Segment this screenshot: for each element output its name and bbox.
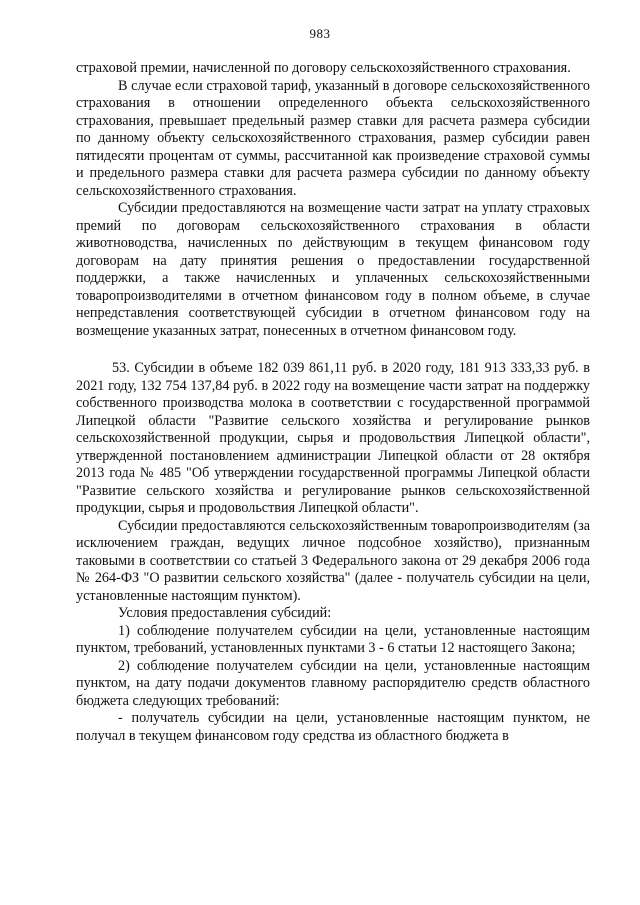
paragraph-spacer [76,340,590,360]
paragraph-conditions-heading: Условия предоставления субсидий: [118,605,332,621]
paragraph-section-53: 53. Субсидии в объеме 182 039 861,11 руб. в 2020 году, 181 913 333,33 руб. в 2021 году, 132 754 137,84 руб. в 2022 году на возмещение части затрат на поддержку собственного производства молока в соответствии с государственной программой Липецкой области "Развитие сельского хозяйства и регулирование рынков сельскохозяйственной продукции, сырья и продовольствия Липецкой области", утвержденной постановлением администрации Липецкой области от 28 октября 2013 года № 485 "Об утверждении государственной программы Липецкой области "Развитие сельского хозяйства и регулирование рынков сельскохозяйственной продукции, сырья и продовольствия Липецкой области". [76,360,590,516]
document-body [76,60,590,745]
paragraph-condition-1: 1) соблюдение получателем субсидии на цели, установленные настоящим пунктом, требований, установленных пунктами 3 - 6 статьи 12 настоящего Закона; [76,622,590,656]
paragraph-insurance-premium-end: страховой премии, начисленной по договору сельскохозяйственного страхования. [76,60,571,76]
paragraph-requirement-1: - получатель субсидии на цели, установленные настоящим пунктом, не получал в текущем финансовом году средства из областного бюджета в [76,710,590,744]
paragraph-livestock-insurance: Субсидии предоставляются на возмещение части затрат на уплату страховых премий по договорам сельскохозяйственного страхования в области животноводства, начисленных по действующим в текущем финансовом году договорам на дату принятия решения о предоставлении государственной поддержки, а также начисленных и уплаченных сельскохозяйственными товаропроизводителями в отчетном финансовом году в полном объеме, в случае непредставления соответствующей субсидии в отчетном финансовом году на возмещение указанных затрат, понесенных в отчетном финансовом году. [76,200,590,339]
paragraph-subsidy-recipients: Субсидии предоставляются сельскохозяйственным товаропроизводителям (за исключением граждан, ведущих личное подсобное хозяйство), признанным таковыми в соответствии со статьей 3 Федерального закона от 29 декабря 2006 года № 264-ФЗ "О развитии сельского хозяйства" (далее - получатель субсидии на цели, установленные настоящим пунктом). [76,517,590,604]
paragraph-condition-2: 2) соблюдение получателем субсидии на цели, установленные настоящим пунктом, на дату подачи документов главному распорядителю средств областного бюджета следующих требований: [76,657,590,709]
page-number: 983 [309,26,331,41]
paragraph-insurance-tariff: В случае если страховой тариф, указанный в договоре сельскохозяйственного страхования в отношении определенного объекта сельскохозяйственного страхования, превышает предельный размер ставки для расчета размера субсидии по данному объекту сельскохозяйственного страхования, размер субсидии равен пятидесяти процентам от суммы, рассчитанной как произведение страховой суммы и предельного размера ставки для расчета размера субсидии по данному объекту сельскохозяйственного страхования. [76,77,590,199]
